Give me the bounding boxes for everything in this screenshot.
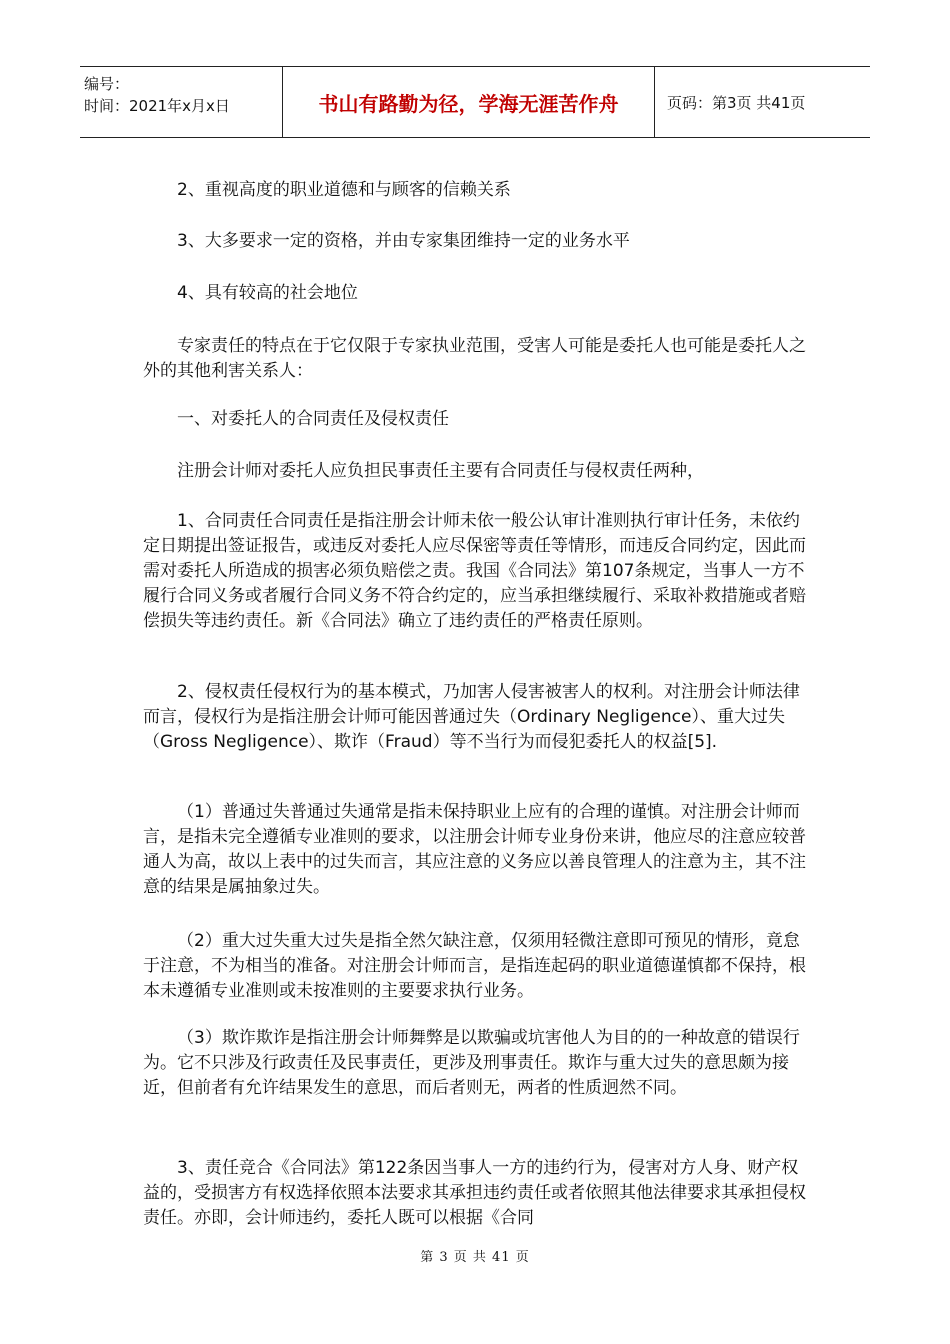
- document-time: 时间：2021年x月x日: [84, 97, 230, 115]
- document-number: 编号：: [84, 75, 130, 93]
- paragraph-5: 一、对委托人的合同责任及侵权责任: [177, 409, 449, 429]
- paragraph-8: 2、侵权责任侵权行为的基本模式，乃加害人侵害被害人的权利。对注册会计师法律而言，侵权行为是指注册会计师可能因普通过失（Ordinary Negligence）、重大过失（Gross Negligence）、欺诈（Fraud）等不当行为而侵犯委托人的权益[5].: [143, 682, 800, 752]
- header-meta: [80, 67, 283, 137]
- page-header: [80, 66, 870, 138]
- header-page-info: 页码：第3页 共41页: [667, 93, 806, 112]
- page-footer: 第 3 页 共 41 页: [420, 1250, 530, 1265]
- paragraph-3: 4、具有较高的社会地位: [177, 283, 358, 303]
- paragraph-7: 1、合同责任合同责任是指注册会计师未依一般公认审计准则执行审计任务，未依约定日期提出签证报告，或违反对委托人应尽保密等责任等情形，而违反合同约定，因此而需对委托人所造成的损害必须负赔偿之责。我国《合同法》第107条规定，当事人一方不履行合同义务或者履行合同义务不符合约定的，应当承担继续履行、采取补救措施或者赔偿损失等违约责任。新《合同法》确立了违约责任的严格责任原则。: [143, 511, 806, 631]
- header-motto: 书山有路勤为径，学海无涯苦作舟: [283, 67, 655, 137]
- paragraph-11: （3）欺诈欺诈是指注册会计师舞弊是以欺骗或坑害他人为目的的一种故意的错误行为。它不只涉及行政责任及民事责任，更涉及刑事责任。欺诈与重大过失的意思颇为接近，但前者有允许结果发生的意思，而后者则无，两者的性质迥然不同。: [143, 1028, 800, 1098]
- paragraph-10: （2）重大过失重大过失是指全然欠缺注意，仅须用轻微注意即可预见的情形，竟怠于注意，不为相当的准备。对注册会计师而言，是指连起码的职业道德谨慎都不保持，根本未遵循专业准则或未按准则的主要要求执行业务。: [143, 931, 806, 1001]
- paragraph-2: 3、大多要求一定的资格，并由专家集团维持一定的业务水平: [177, 231, 630, 251]
- paragraph-1: 2、重视高度的职业道德和与顾客的信赖关系: [177, 180, 511, 200]
- paragraph-12: 3、责任竞合《合同法》第122条因当事人一方的违约行为，侵害对方人身、财产权益的，受损害方有权选择依照本法要求其承担违约责任或者依照其他法律要求其承担侵权责任。亦即，会计师违约，委托人既可以根据《合同: [143, 1158, 806, 1228]
- paragraph-9: （1）普通过失普通过失通常是指未保持职业上应有的合理的谨慎。对注册会计师而言，是指未完全遵循专业准则的要求，以注册会计师专业身份来讲，他应尽的注意应较普通人为高，故以上表中的过失而言，其应注意的义务应以善良管理人的注意为主，其不注意的结果是属抽象过失。: [143, 802, 806, 897]
- paragraph-4: 专家责任的特点在于它仅限于专家执业范围，受害人可能是委托人也可能是委托人之外的其他利害关系人：: [143, 336, 806, 381]
- paragraph-6: 注册会计师对委托人应负担民事责任主要有合同责任与侵权责任两种，: [177, 461, 704, 481]
